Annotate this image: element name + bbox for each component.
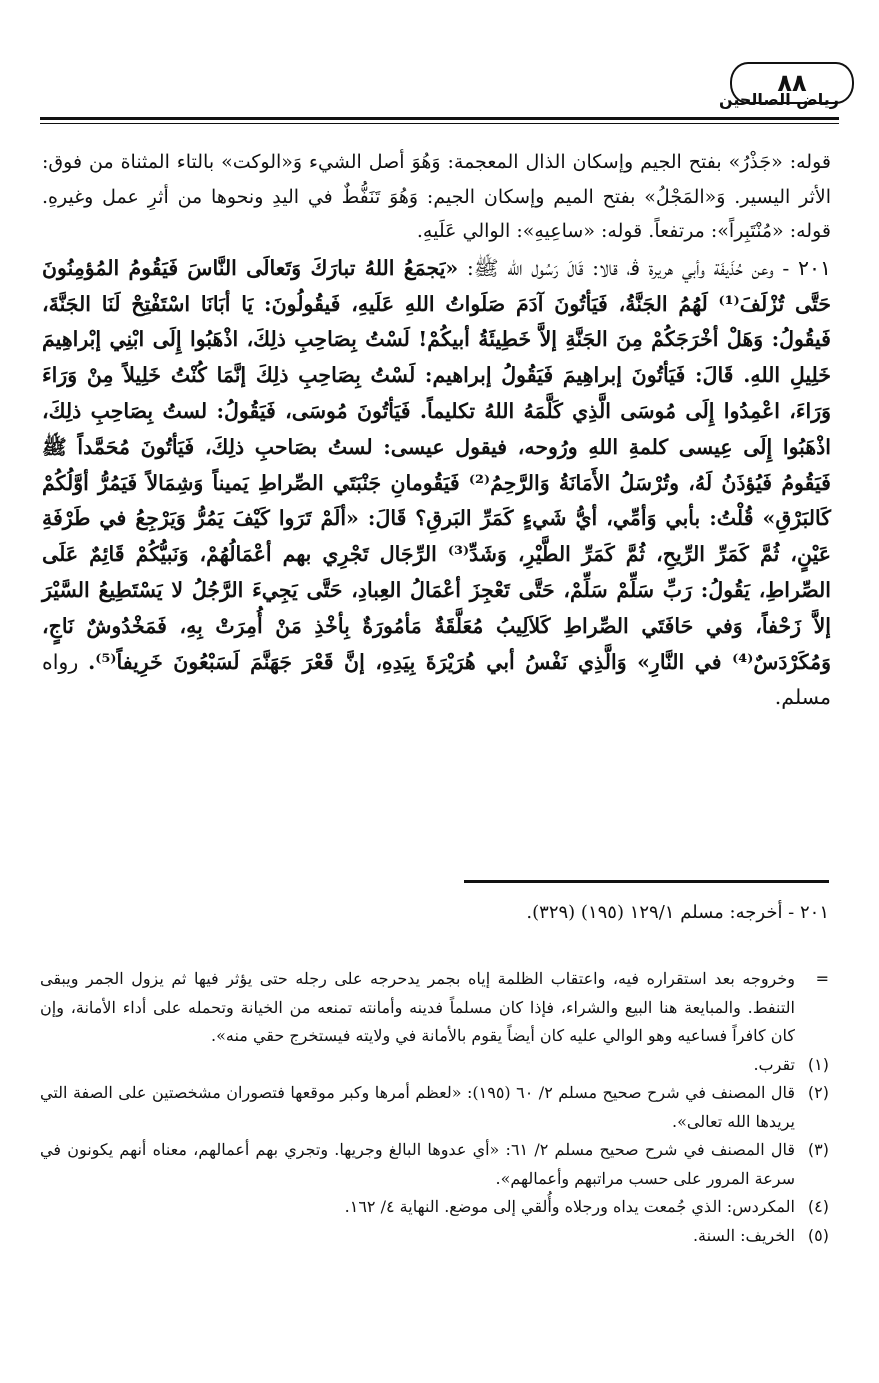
footnote-number: (٥) xyxy=(807,1225,829,1245)
footnote-number: (٢) xyxy=(807,1083,829,1102)
hadith-intro: ٢٠١ - وعن حُذَيفَة وأبي هريرة ﭬ، قالا: قَالَ رَسُول الله ﷺ: xyxy=(458,255,831,280)
footnote-text: المكردس: الذي جُمعت يداه ورجلاه وأُلقي إلى موضع. النهاية ٤/ ١٦٢. xyxy=(344,1197,795,1216)
footnote-item xyxy=(40,1079,829,1136)
main-text xyxy=(42,145,831,716)
footnote-continuation xyxy=(40,965,829,1051)
footnotes xyxy=(40,965,829,1250)
footnote-text: وخروجه بعد استقراره فيه، واعتقاب الظلمة إياه بجمر يدحرجه على رجله حتى يؤثر فيها ثم يزول الجمر ويبقى التنفط. والمبايعة هنا البيع والشراء، فإذا كان مسلماً فدينه وأمانته تمنعه من الخيانة وتحمله على أداء الأمانة، وإن كان كافراً فساعيه وهو الوالي عليه كان أيضاً يقوم بالأمانة في ولايته فيستخرج حقي منه». xyxy=(40,969,795,1045)
running-title: رياض الصالحين xyxy=(718,90,839,109)
footnote-item xyxy=(40,1222,829,1251)
continuation-marker: = xyxy=(815,969,829,988)
footnote-item xyxy=(40,1051,829,1080)
header-rule xyxy=(40,117,839,120)
header-rule-thin xyxy=(40,123,839,124)
footnote-text: قال المصنف في شرح صحيح مسلم ٢/ ٦١: «أي عدوها البالغ وجريها. وتجري بهم أعمالهم، معناه أنهم يكونون في سرعة المرور على حسب مراتبهم وأعمالهم». xyxy=(40,1140,796,1188)
footnote-item xyxy=(40,1193,829,1222)
hadith-source: رواه مسلم. xyxy=(42,649,831,710)
page-header xyxy=(40,62,839,122)
footnote-item xyxy=(40,1136,829,1193)
footnote-text: الخريف: السنة. xyxy=(692,1225,795,1245)
takhrij-note: ٢٠١ - أخرجه: مسلم ١٢٩/١ (١٩٥) (٣٢٩). xyxy=(526,902,829,923)
footnote-text: تقرب. xyxy=(753,1054,795,1074)
footnote-number: (١) xyxy=(807,1054,829,1074)
gloss-paragraph: قوله: «جَذْرُ» بفتح الجيم وإسكان الذال المعجمة: وَهُوَ أصل الشيء وَ«الوكت» بالتاء المثناة من فوق: الأثر اليسير. وَ«المَجْلُ» بفتح الميم وإسكان الجيم: وَهُوَ تَنَفُّطٌ في اليدِ ونحوها من أثرِ عمل وغيرهِ. قوله: «مُنْتَبِراً»: مرتفعاً. قوله: «ساعِيهِ»: الوالي عَلَيهِ. xyxy=(42,151,831,243)
page-number: ٨٨ xyxy=(730,62,854,104)
hadith-text: «يَجمَعُ اللهُ تبارَكَ وَتَعالَى النَّاسَ فَيَقُومُ المُؤمِنُونَ حَتَّى تُزْلَفَ⁽¹⁾ لَهُمُ الجَنَّةُ، فَيَأتُونَ آدَمَ صَلَواتُ اللهِ عَلَيهِ، فَيقُولُونَ: يَا أبَانَا اسْتَفْتِحْ لَنَا الجَنَّةَ، فَيقُولُ: وَهَلْ أخْرَجَكُمْ مِنَ الجَنَّةِ إلاَّ خَطِيئَةُ أبيكُمْ! لَسْتُ بِصَاحِبِ ذلِكَ، اذْهَبُوا إِلَى ابْنِي إبْراهِيمَ خَلِيلِ اللهِ. قَالَ: فَيَأتُونَ إبراهِيمَ فَيَقُولُ إبراهيم: لَسْتُ بِصَاحِبِ ذلِكَ إنَّمَا كُنْتُ خَلِيلاً مِنْ وَرَاءَ وَرَاءَ، اعْمِدُوا إِلَى مُوسَى الَّذِي كَلَّمَهُ اللهُ تكليماً. فَيَأتُونَ مُوسَى، فَيَقُولُ: لستُ بِصَاحِبِ ذلِكَ، اذْهَبُوا إِلَى عِيسى كلمةِ اللهِ ورُوحه، فيقول عيسى: لستُ بصَاحبِ ذلِكَ، فَيَأتُونَ مُحَمَّداً ﷺ فَيَقُومُ فَيُؤذَنُ لَهُ، وتُرْسَلُ الأَمَانَةُ وَالرَّحِمُ⁽²⁾ فَيَقُومانِ جَنْبَتَي الصِّراطِ يَميناً وَشِمَالاً فَيَمُرُّ أوَّلُكُمْ كَالبَرْقِ» قُلْتُ: بأبي وَأمِّي، أيُّ شَيءٍ كَمَرِّ البَرقِ؟ قَالَ: «ألَمْ تَرَوا كَيْفَ يَمُرُّ وَيَرْجِعُ في طَرْفَةِ عَيْنٍ، ثُمَّ كَمَرِّ الرِّيحِ، ثُمَّ كَمَرِّ الطَّيْرِ، وَشَدِّ⁽³⁾ الرِّجَال تَجْرِي بهم أعْمَالُهُمْ، وَنَبيُّكُمْ قَائِمٌ عَلَى الصِّراطِ، يَقُولُ: رَبِّ سَلِّمْ سَلِّمْ، حَتَّى تَعْجِزَ أعْمَالُ العِبادِ، حَتَّى يَجِيءَ الرَّجُلُ لا يَسْتَطِيعُ السَّيْرَ إلاَّ زَحْفاً، وَفي حَافَتَي الصِّراطِ كَلاَلِيبُ مُعَلَّقَةٌ مَأمُورَةٌ بِأخْذِ مَنْ أُمِرَتْ بِهِ، فَمَخْدُوشٌ نَاجٍ، وَمُكَرْدَسٌ⁽⁴⁾ في النَّارِ» وَالَّذِي نَفْسُ أبي هُرَيْرَةَ بِيَدِهِ، إنَّ قَعْرَ جَهَنَّمَ لَسَبْعُونَ خَرِيفاً⁽⁵⁾. xyxy=(42,255,831,674)
footnote-text: قال المصنف في شرح صحيح مسلم ٢/ ٦٠ (١٩٥): «لعظم أمرها وكبر موقعها فتصوران مشخصتين على الصفة التي يريدها الله تعالى». xyxy=(40,1083,796,1131)
footnote-separator xyxy=(464,880,829,883)
footnote-number: (٤) xyxy=(807,1197,829,1216)
hadith-paragraph xyxy=(42,251,831,716)
footnote-number: (٣) xyxy=(807,1140,829,1159)
